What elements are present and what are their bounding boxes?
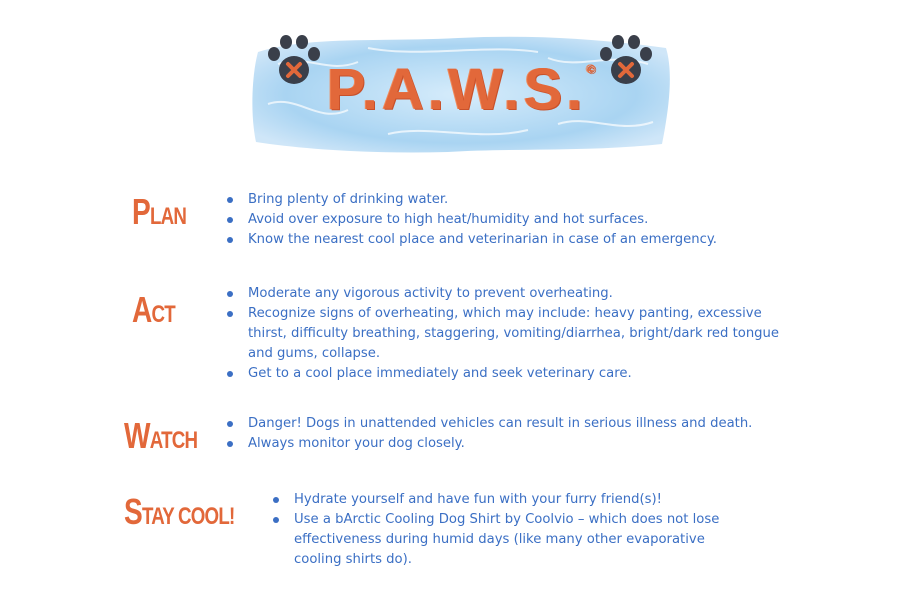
list-item: Moderate any vigorous activity to prevent overheating. (224, 284, 784, 304)
heading-stay-cool-cap: S (124, 491, 142, 532)
list-item: Use a bArctic Cooling Dog Shirt by Coolvio – which does not lose effectiveness during humid days (like many other evaporative cooling shirts do). (270, 510, 750, 570)
act-list (224, 284, 784, 384)
list-item: Get to a cool place immediately and seek veterinary care. (224, 364, 784, 384)
list-item: Avoid over exposure to high heat/humidity and hot surfaces. (224, 210, 744, 230)
list-item: Bring plenty of drinking water. (224, 190, 744, 210)
registered-mark: © (586, 62, 596, 76)
banner-title-text: P.A.W.S. (326, 57, 587, 122)
watch-list (224, 414, 784, 454)
list-item: Know the nearest cool place and veterinarian in case of an emergency. (224, 230, 744, 250)
heading-watch-rest: ATCH (149, 427, 198, 454)
list-item: Recognize signs of overheating, which may include: heavy panting, excessive thirst, difficulty breathing, staggering, vomiting/diarrhea, bright/dark red tongue and gums, collapse. (224, 304, 784, 364)
heading-stay-cool (124, 491, 235, 532)
heading-plan-rest: LAN (149, 203, 187, 230)
heading-plan-cap: P (132, 191, 150, 232)
heading-act-rest: CT (151, 301, 175, 328)
list-item: Danger! Dogs in unattended vehicles can result in serious illness and death. (224, 414, 784, 434)
banner-title (248, 56, 674, 123)
paws-banner (248, 34, 674, 154)
plan-list (224, 190, 744, 250)
heading-stay-cool-rest: TAY COOL! (141, 503, 235, 530)
heading-watch-cap: W (124, 415, 150, 456)
heading-act-cap: A (132, 289, 152, 330)
heading-act (132, 289, 175, 330)
heading-watch (124, 415, 198, 456)
stay-cool-list (270, 490, 750, 570)
heading-plan (132, 191, 187, 232)
list-item: Hydrate yourself and have fun with your furry friend(s)! (270, 490, 750, 510)
list-item: Always monitor your dog closely. (224, 434, 784, 454)
